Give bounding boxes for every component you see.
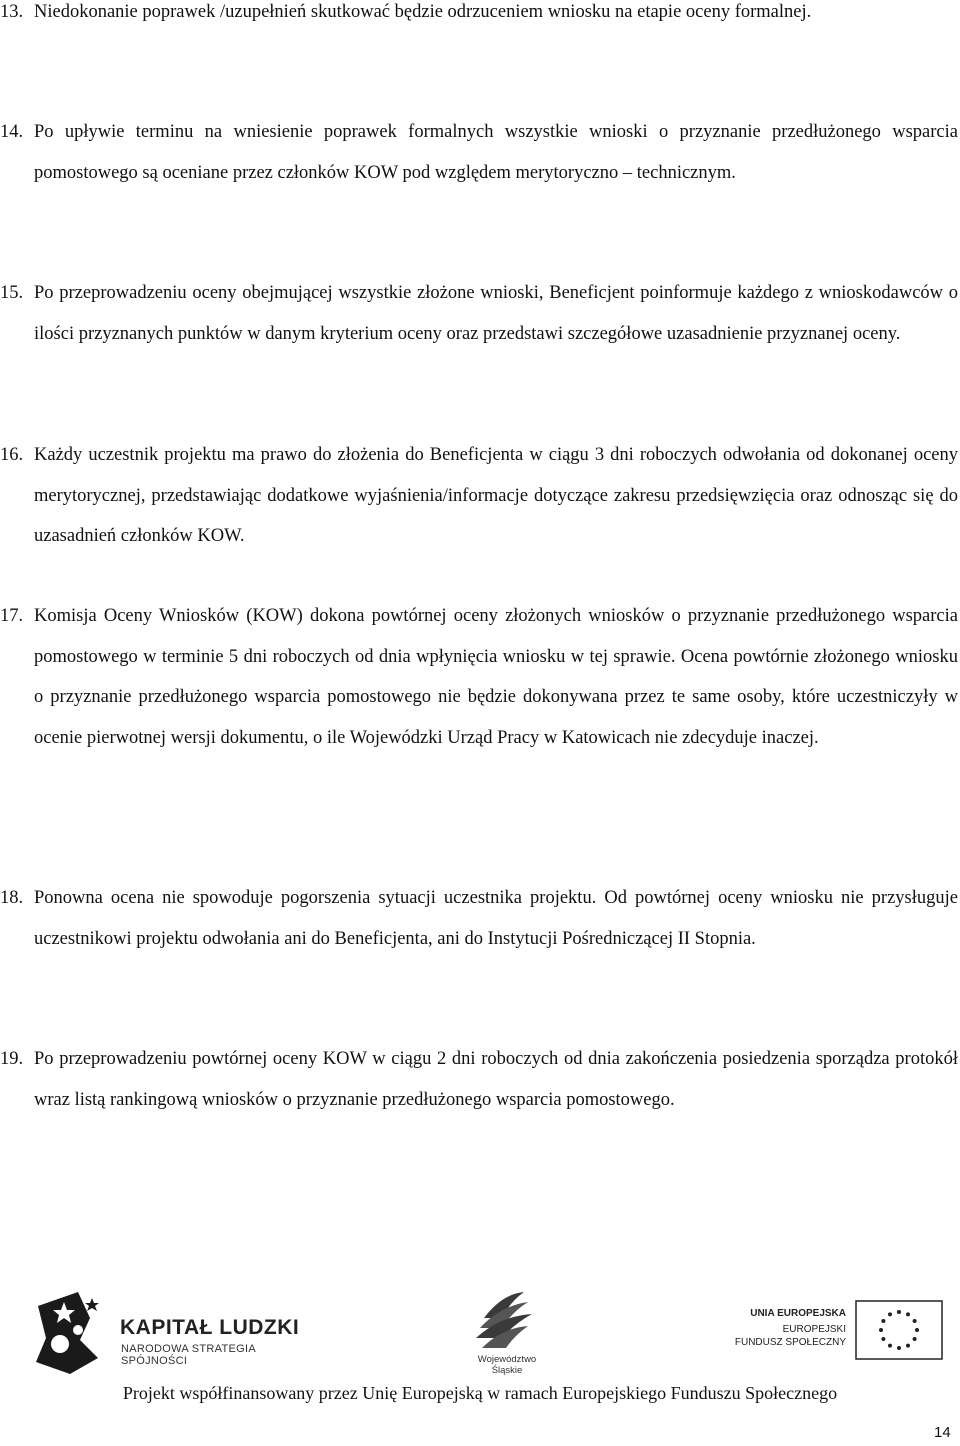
item-text: Ponowna ocena nie spowoduje pogorszenia sytuacji uczestnika projektu. Od powtórnej oceny wniosku nie przysługuje uczestnikowi projektu odwołania ani do Beneficjenta, ani do Instytucji Pośredniczącej II Stopnia. (34, 888, 958, 949)
logo-line-3: FUNDUSZ SPOŁECZNY (734, 1337, 846, 1348)
item-number: 16. (0, 445, 24, 465)
logo-line-1: UNIA EUROPEJSKA (750, 1308, 846, 1319)
item-text: Niedokonanie poprawek /uzupełnień skutkować będzie odrzuceniem wniosku na etapie oceny formalnej. (34, 2, 812, 22)
item-text: Po przeprowadzeniu powtórnej oceny KOW w ciągu 2 dni roboczych od dnia zakończenia posiedzenia sporządza protokół wraz listą rankingową wniosków o przyznanie przedłużonego wsparcia pomostowego. (34, 1049, 958, 1110)
item-number: 14. (0, 122, 24, 142)
item-number: 18. (0, 888, 24, 908)
list-item (0, 0, 958, 33)
list-item (0, 112, 958, 193)
list-item (0, 435, 958, 557)
item-number: 19. (0, 1049, 24, 1069)
cofinancing-note: Projekt współfinansowany przez Unię Europejską w ramach Europejskiego Funduszu Społecznego (122, 1383, 838, 1403)
logo-line-2: Śląskie (491, 1365, 523, 1376)
kapital-ludzki-emblem-icon (30, 1288, 110, 1378)
item-number: 15. (0, 283, 24, 303)
item-text: Komisja Oceny Wniosków (KOW) dokona powtórnej oceny złożonych wniosków o przyznanie przedłużonego wsparcia pomostowego w terminie 5 dni roboczych od dnia wpłynięcia wniosku w tej sprawie. Ocena powtórnie złożonego wniosku o przyznanie przedłużonego wsparcia pomostowego nie będzie dokonywana przez te same osoby, które uczestniczyły w ocenie pierwotnej wersji dokumentu, o ile Wojewódzki Urząd Pracy w Katowicach nie zdecyduje inaczej. (34, 606, 958, 748)
eu-flag-icon (855, 1300, 943, 1360)
item-text: Po upływie terminu na wniesienie poprawek formalnych wszystkie wnioski o przyznanie przedłużonego wsparcia pomostowego są oceniane przez członków KOW pod względem merytoryczno – technicznym. (34, 122, 958, 183)
unia-europejska-logo (734, 1300, 950, 1360)
item-number: 13. (0, 2, 24, 22)
logo-title: KAPITAŁ LUDZKI (120, 1316, 300, 1339)
page-number: 14 (934, 1424, 951, 1441)
logo-line-2: EUROPEJSKI (782, 1324, 846, 1335)
list-item (0, 1039, 958, 1120)
list-item (0, 878, 958, 959)
logo-line-1: Województwo (477, 1354, 537, 1365)
item-number: 17. (0, 606, 24, 626)
list-item (0, 273, 958, 354)
list-item (0, 596, 958, 758)
kapital-ludzki-logo (30, 1288, 300, 1378)
slaskie-emblem-icon (462, 1288, 552, 1354)
wojewodztwo-slaskie-logo (462, 1288, 552, 1378)
logo-subtitle: NARODOWA STRATEGIA SPÓJNOŚCI (121, 1343, 256, 1367)
item-text: Po przeprowadzeniu oceny obejmującej wszystkie złożone wnioski, Beneficjent poinformuje każdego z wnioskodawców o ilości przyznanych punktów w danym kryterium oceny oraz przedstawi szczegółowe uzasadnienie przyznanej oceny. (34, 283, 958, 344)
item-text: Każdy uczestnik projektu ma prawo do złożenia do Beneficjenta w ciągu 3 dni roboczych odwołania od dokonanej oceny merytorycznej, przedstawiając dodatkowe wyjaśnienia/informacje dotyczące zakresu przedsięwzięcia oraz odnosząc się do uzasadnień członków KOW. (34, 445, 958, 546)
